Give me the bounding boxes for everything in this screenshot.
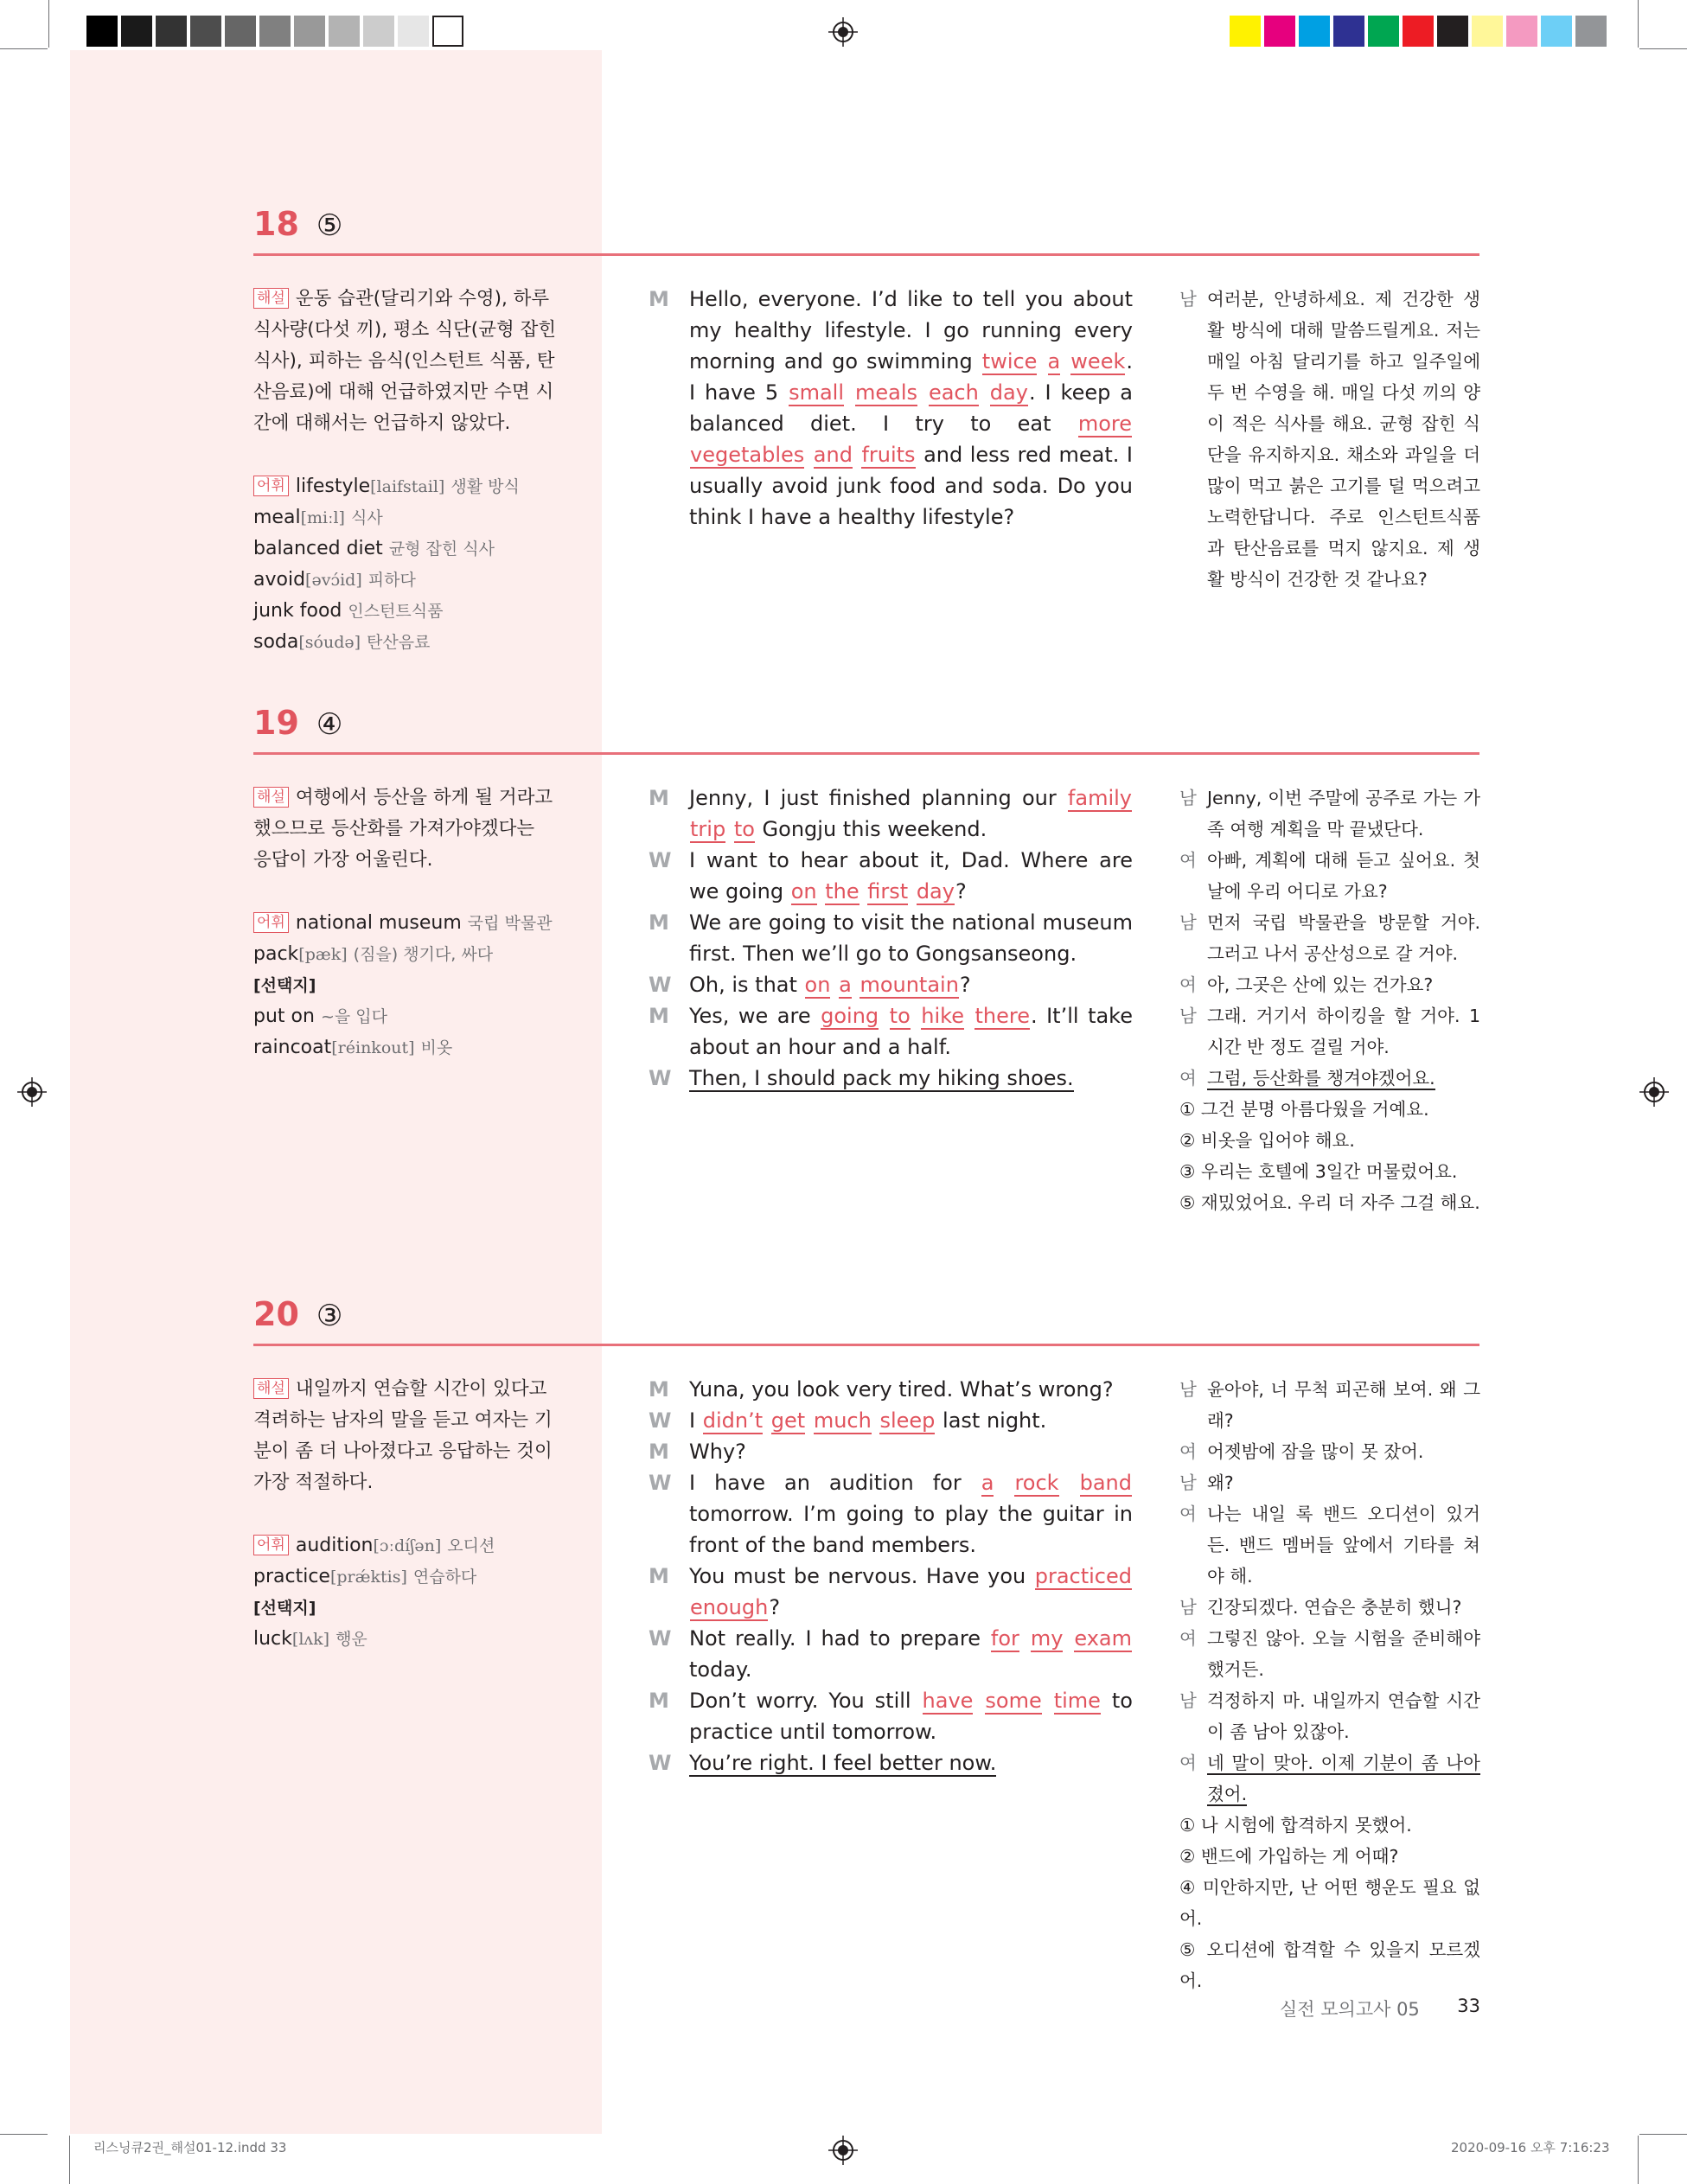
- vocab-meaning: 피하다: [367, 571, 416, 590]
- crop-mark: [48, 0, 49, 48]
- script-line: [649, 1561, 1133, 1623]
- vocab-word: raincoat: [253, 1037, 332, 1058]
- gray-swatch: [432, 16, 463, 47]
- vocab-phonetic: [əvɔ́id]: [305, 571, 362, 590]
- translation-text: 먼저 국립 박물관을 방문할 거야. 그러고 나서 공산성으로 갈 거야.: [1207, 912, 1480, 964]
- vocab-word: meal: [253, 507, 301, 528]
- color-swatch: [1264, 16, 1295, 47]
- explanation-text: 운동 습관(달리기와 수영), 하루 식사량(다섯 끼), 평소 식단(균형 잡힌 식사), 피하는 음식(인스턴트 식품, 탄산음료)에 대해 언급하였지만 수면 시간에 대해서는 언급하지 않았다.: [253, 288, 557, 434]
- answer-mark: ④: [316, 707, 343, 742]
- speaker-label: W: [649, 1066, 672, 1090]
- question-heading-20: [253, 1295, 342, 1335]
- explanation-20: [253, 1374, 558, 1498]
- gray-swatch: [225, 16, 256, 47]
- vocab-word: pack: [253, 943, 299, 965]
- speaker-label: M: [649, 1377, 669, 1402]
- color-swatch: [1437, 16, 1468, 47]
- script-19: [649, 782, 1133, 1094]
- vocab-item: [253, 1561, 582, 1593]
- translation-line: [1179, 907, 1480, 969]
- gray-swatch: [156, 16, 187, 47]
- script-line: [649, 1747, 1133, 1778]
- speaker-label: M: [649, 1564, 669, 1588]
- translation-text: 어젯밤에 잠을 많이 못 잤어.: [1207, 1441, 1424, 1462]
- speaker-label: 남: [1179, 1472, 1197, 1493]
- answer-option: ⑤ 오디션에 합격할 수 있을지 모르겠어.: [1179, 1939, 1480, 1991]
- section-divider: [253, 1344, 1479, 1346]
- blank-answer-word: my: [1030, 1626, 1064, 1651]
- speaker-label: 여: [1179, 1504, 1197, 1524]
- translation-text: 윤아야, 너 무척 피곤해 보여. 왜 그래?: [1207, 1379, 1480, 1431]
- color-swatch: [1575, 16, 1607, 47]
- color-swatch: [1541, 16, 1572, 47]
- script-text: last night.: [936, 1408, 1047, 1433]
- translation-line: [1179, 1374, 1480, 1436]
- speaker-label: W: [649, 1408, 672, 1433]
- blank-answer-word: rock: [1014, 1471, 1059, 1495]
- vocab-phonetic: [ɔːdíʃən]: [373, 1536, 442, 1555]
- vocab-meaning: 행운: [335, 1630, 367, 1649]
- vocab-item: [296, 476, 520, 497]
- speaker-label: M: [649, 1689, 669, 1713]
- vocab-meaning: 인스턴트식품: [348, 602, 444, 621]
- speaker-label: 남: [1179, 289, 1197, 310]
- vocab-word: audition: [295, 1535, 374, 1556]
- translation-line: 남 여러분, 안녕하세요. 제 건강한 생활 방식에 대해 말씀드릴게요. 저는 매일 아침 달리기를 하고 일주일에 두 번 수영을 해. 매일 다섯 끼의 양이 적은 식사를 해요. 균형 잡힌 식단을 유지하지요. 채소와 과일을 더 많이 먹고 붉은 고기를 덜 먹으려고 노력한답니다. 주로 인스턴트식품과 탄산음료를 먹지 않지요. 제 생활 방식이 건강한 것 같나요?: [1179, 284, 1480, 595]
- blank-answer-word: twice: [981, 349, 1038, 374]
- speaker-label: 여: [1179, 974, 1197, 995]
- translation-text: 그렇진 않아. 오늘 시험을 준비해야 했거든.: [1207, 1628, 1480, 1680]
- translation-line: [1179, 1592, 1480, 1623]
- translation-line: [1179, 1467, 1480, 1498]
- script-text: Jenny, I just finished planning our: [689, 786, 1067, 810]
- script-line: [649, 782, 1133, 845]
- vocab-item: [253, 1624, 582, 1655]
- script-text: I want to hear about it, Dad. Where are we going: [689, 848, 1133, 904]
- question-number: 19: [253, 704, 299, 742]
- vocab-phonetic: [lʌk]: [291, 1630, 330, 1649]
- speaker-label: 여: [1179, 850, 1197, 871]
- script-text: Oh, is that: [689, 973, 804, 997]
- blank-answer-word: to: [733, 817, 755, 841]
- vocab-word: luck: [253, 1628, 292, 1650]
- answer-option: ⑤ 재밌었어요. 우리 더 자주 그걸 해요.: [1179, 1192, 1480, 1213]
- script-line: [649, 1000, 1133, 1063]
- crop-mark: [1638, 0, 1639, 48]
- print-slug-file: 리스닝큐2권_해설01-12.indd 33: [93, 2140, 287, 2155]
- vocab-word: balanced diet: [253, 538, 383, 559]
- speaker-label: 남: [1179, 1379, 1197, 1400]
- translation-line: [1179, 1623, 1480, 1685]
- vocab-word: soda: [253, 631, 299, 653]
- speaker-label: M: [649, 786, 669, 810]
- answer-sentence: Then, I should pack my hiking shoes.: [689, 1066, 1074, 1090]
- script-text: Gongju this weekend.: [755, 817, 987, 841]
- gray-swatch: [363, 16, 394, 47]
- script-line: [649, 1623, 1133, 1685]
- vocab-item: [253, 1001, 582, 1032]
- question-heading-19: [253, 704, 342, 744]
- vocab-meaning: 국립 박물관: [467, 914, 553, 933]
- script-text: ?: [955, 879, 967, 904]
- translation-18: [1179, 284, 1480, 595]
- blank-answer-word: small: [789, 380, 845, 405]
- script-text: ?: [769, 1595, 781, 1619]
- translation-line: [1179, 1685, 1480, 1747]
- answer-option: ① 나 시험에 합격하지 못했어.: [1179, 1815, 1412, 1836]
- page-footer: [1280, 1996, 1480, 2021]
- speaker-label: 여: [1179, 1441, 1197, 1462]
- speaker-label: M: [649, 1004, 669, 1028]
- script-20: [649, 1374, 1133, 1778]
- blank-answer-word: have: [922, 1689, 974, 1713]
- script-line: M Hello, everyone. I’d like to tell you about my healthy lifestyle. I go running every morning and go swimming twice a week. I have 5 small meals each day. I keep a balanced diet. I try to eat more vegetables and fruits and less red meat. I usually avoid junk food and soda. Do you think I have a healthy lifestyle?: [649, 284, 1133, 533]
- blank-answer-word: a: [981, 1471, 994, 1495]
- speaker-label: M: [649, 287, 669, 311]
- vocab-meaning: 탄산음료: [367, 633, 431, 652]
- script-18: [649, 284, 1133, 533]
- script-line: [649, 1467, 1133, 1561]
- page-number: 33: [1457, 1996, 1480, 2016]
- answer-option: ② 비옷을 입어야 해요.: [1179, 1130, 1355, 1151]
- vocab-word: put on: [253, 1006, 315, 1027]
- vocab-phonetic: [prǽktis]: [329, 1568, 407, 1587]
- blank-answer-word: on: [790, 879, 817, 904]
- blank-answer-word: band: [1079, 1471, 1132, 1495]
- translation-text: 나는 내일 록 밴드 오디션이 있거든. 밴드 멤버들 앞에서 기타를 쳐야 해.: [1207, 1504, 1480, 1587]
- speaker-label: W: [649, 1626, 672, 1651]
- script-line: [649, 1685, 1133, 1747]
- answer-option: ③ 우리는 호텔에 3일간 머물렀어요.: [1179, 1161, 1458, 1182]
- blank-answer-word: vegetables: [690, 443, 805, 467]
- blank-answer-word: a: [839, 973, 852, 997]
- translation-line: [1179, 1063, 1480, 1094]
- crop-mark: [1639, 2134, 1687, 2135]
- translation-line: [1179, 969, 1480, 1000]
- section-divider: [253, 752, 1479, 755]
- vocab-list-20: [253, 1530, 582, 1655]
- crop-mark: [1639, 48, 1687, 49]
- gray-swatch: [259, 16, 291, 47]
- script-line: [649, 907, 1133, 969]
- blank-answer-word: get: [770, 1408, 806, 1433]
- blank-answer-word: going: [821, 1004, 879, 1028]
- answer-mark: ⑤: [316, 208, 343, 243]
- translation-20: [1179, 1374, 1480, 1996]
- speaker-label: W: [649, 848, 672, 872]
- color-swatch: [1333, 16, 1364, 47]
- gray-swatch: [398, 16, 429, 47]
- vocab-word: avoid: [253, 569, 306, 591]
- script-text: I: [689, 1408, 702, 1433]
- vocab-word: junk food: [253, 600, 342, 622]
- registration-mark-icon: [828, 17, 858, 47]
- answer-option: ① 그건 분명 아름다웠을 거예요.: [1179, 1099, 1429, 1120]
- print-slug-date: 2020-09-16 오후 7:16:23: [1451, 2140, 1610, 2155]
- translation-line: [1179, 1498, 1480, 1592]
- blank-answer-word: enough: [690, 1595, 769, 1619]
- speaker-label: 남: [1179, 1690, 1197, 1711]
- color-swatch: [1230, 16, 1261, 47]
- blank-answer-word: and: [813, 443, 853, 467]
- script-text: Not really. I had to prepare: [689, 1626, 990, 1651]
- blank-answer-word: time: [1053, 1689, 1101, 1713]
- crop-mark: [69, 2136, 70, 2184]
- script-line: [649, 1436, 1133, 1467]
- gray-swatch: [190, 16, 221, 47]
- translation-text: 그래. 거기서 하이킹을 할 거야. 1시간 반 정도 걸릴 거야.: [1207, 1006, 1480, 1057]
- color-swatch: [1368, 16, 1399, 47]
- explanation-tag: 해설: [253, 1378, 289, 1399]
- speaker-label: W: [649, 973, 672, 997]
- vocab-word: practice: [253, 1566, 330, 1587]
- blank-answer-word: family: [1067, 786, 1132, 810]
- registration-mark-icon: [828, 2136, 858, 2165]
- color-swatch: [1506, 16, 1537, 47]
- vocab-phonetic: [sóudə]: [298, 633, 361, 652]
- blank-answer-word: on: [804, 973, 831, 997]
- translation-text: 아빠, 계획에 대해 듣고 싶어요. 첫날에 우리 어디로 가요?: [1207, 850, 1480, 902]
- script-text: I have an audition for: [689, 1471, 981, 1495]
- answer-mark: ③: [316, 1299, 343, 1333]
- answer-sentence: You’re right. I feel better now.: [689, 1751, 997, 1775]
- vocab-phonetic: [pæk]: [298, 945, 348, 964]
- script-text: today.: [689, 1657, 752, 1682]
- script-line: [649, 845, 1133, 907]
- vocab-meaning: ~을 입다: [320, 1007, 387, 1026]
- blank-answer-word: each: [928, 380, 979, 405]
- translation-text: 긴장되겠다. 연습은 충분히 했니?: [1207, 1597, 1462, 1618]
- question-number: 18: [253, 205, 299, 243]
- speaker-label: 남: [1179, 788, 1197, 808]
- blank-answer-word: mountain: [859, 973, 959, 997]
- blank-answer-word: some: [985, 1689, 1042, 1713]
- crop-mark: [0, 2134, 48, 2135]
- translation-text: Jenny, 이번 주말에 공주로 가는 가족 여행 계획을 막 끝냈단다.: [1207, 788, 1480, 840]
- vocab-item: [253, 533, 582, 565]
- translation-text: 아, 그곳은 산에 있는 건가요?: [1207, 974, 1434, 995]
- question-heading-18: [253, 205, 342, 245]
- vocab-word: national museum: [295, 912, 462, 934]
- script-text: We are going to visit the national museum first. Then we’ll go to Gongsanseong.: [689, 910, 1133, 966]
- vocab-meaning: (짐을) 챙기다, 싸다: [353, 945, 494, 964]
- question-number: 20: [253, 1295, 299, 1333]
- section-divider: [253, 253, 1479, 256]
- crop-mark: [1638, 2136, 1639, 2184]
- gray-swatch: [121, 16, 152, 47]
- vocab-item: [296, 1535, 495, 1556]
- vocab-item: [253, 596, 582, 627]
- blank-answer-word: exam: [1074, 1626, 1132, 1651]
- explanation-tag: 해설: [253, 288, 289, 309]
- script-text: ?: [959, 973, 971, 997]
- blank-answer-word: didn’t: [702, 1408, 764, 1433]
- vocab-list-18: [253, 471, 582, 658]
- script-text: . It’ll take about an hour and a half.: [689, 1004, 1133, 1059]
- choices-label: [선택지]: [253, 1599, 316, 1618]
- translation-19: [1179, 782, 1480, 1218]
- speaker-label: M: [649, 910, 669, 935]
- blank-answer-word: practiced: [1034, 1564, 1132, 1588]
- answer-sentence: 그럼, 등산화를 챙겨야겠어요.: [1207, 1068, 1435, 1089]
- explanation-text: 여행에서 등산을 하게 될 거라고 했으므로 등산화를 가져가야겠다는 응답이 가장 어울린다.: [253, 787, 553, 871]
- script-text: Yes, we are: [689, 1004, 821, 1028]
- vocab-phonetic: [réinkout]: [331, 1038, 415, 1057]
- blank-answer-word: first: [867, 879, 909, 904]
- vocab-item: [253, 939, 582, 970]
- translation-text: 걱정하지 마. 내일까지 연습할 시간이 좀 남아 있잖아.: [1207, 1690, 1480, 1742]
- speaker-label: 여: [1179, 1753, 1197, 1773]
- answer-option: ② 밴드에 가입하는 게 어때?: [1179, 1846, 1399, 1867]
- vocab-word: lifestyle: [295, 476, 371, 497]
- script-line: [649, 1063, 1133, 1094]
- blank-answer-word: a: [1047, 349, 1061, 374]
- explanation-text: 내일까지 연습할 시간이 있다고 격려하는 남자의 말을 듣고 여자는 기분이 좀 더 나아졌다고 응답하는 것이 가장 적절하다.: [253, 1378, 553, 1493]
- translation-line: [1179, 782, 1480, 845]
- blank-answer-word: fruits: [861, 443, 916, 467]
- blank-answer-word: day: [989, 380, 1028, 405]
- script-text: Why?: [689, 1440, 746, 1464]
- script-text: You must be nervous. Have you: [689, 1564, 1034, 1588]
- vocab-item: [253, 502, 582, 533]
- script-text: tomorrow. I’m going to play the guitar in front of the band members.: [689, 1502, 1133, 1557]
- translation-line: [1179, 1000, 1480, 1063]
- speaker-label: 남: [1179, 912, 1197, 933]
- vocab-phonetic: [laifstail]: [370, 477, 445, 496]
- blank-answer-word: day: [916, 879, 955, 904]
- blank-answer-word: to: [889, 1004, 911, 1028]
- vocab-meaning: 비옷: [420, 1038, 453, 1057]
- script-text: Don’t worry. You still: [689, 1689, 922, 1713]
- answer-sentence: 네 말이 맞아. 이제 기분이 좀 나아졌어.: [1207, 1753, 1480, 1804]
- crop-mark: [0, 48, 48, 49]
- gray-swatch: [294, 16, 325, 47]
- blank-answer-word: there: [974, 1004, 1030, 1028]
- speaker-label: 남: [1179, 1006, 1197, 1026]
- choices-label: [선택지]: [253, 976, 316, 995]
- section-title: 실전 모의고사 05: [1280, 1999, 1420, 2020]
- blank-answer-word: for: [990, 1626, 1019, 1651]
- blank-answer-word: trip: [690, 817, 726, 841]
- speaker-label: 남: [1179, 1597, 1197, 1618]
- vocab-item: [253, 1032, 582, 1063]
- vocab-list-19: [253, 908, 582, 1063]
- blank-answer-word: the: [825, 879, 859, 904]
- blank-answer-word: week: [1070, 349, 1126, 374]
- blank-answer-word: meals: [854, 380, 917, 405]
- blank-answer-word: more: [1077, 412, 1132, 436]
- vocab-meaning: 균형 잡힌 식사: [388, 540, 495, 559]
- translation-line: [1179, 845, 1480, 907]
- translation-line: [1179, 1436, 1480, 1467]
- blank-answer-word: much: [813, 1408, 872, 1433]
- blank-answer-word: hike: [921, 1004, 964, 1028]
- translation-text: 왜?: [1207, 1472, 1234, 1493]
- vocab-meaning: 연습하다: [412, 1568, 477, 1587]
- script-line: [649, 969, 1133, 1000]
- answer-option: ④ 미안하지만, 난 어떤 행운도 필요 없어.: [1179, 1877, 1480, 1929]
- speaker-label: 여: [1179, 1068, 1197, 1089]
- vocab-tag: 어휘: [253, 912, 289, 933]
- speaker-label: W: [649, 1751, 672, 1775]
- explanation-tag: 해설: [253, 787, 289, 808]
- vocab-meaning: 생활 방식: [451, 477, 520, 496]
- vocab-item: [253, 627, 582, 658]
- gray-swatch: [329, 16, 360, 47]
- explanation-18: [253, 284, 558, 439]
- explanation-19: [253, 782, 558, 876]
- script-line: [649, 1374, 1133, 1405]
- vocab-tag: 어휘: [253, 476, 289, 496]
- color-swatch: [1472, 16, 1503, 47]
- script-line: [649, 1405, 1133, 1436]
- script-text: to practice until tomorrow.: [689, 1689, 1133, 1744]
- registration-mark-icon: [1639, 1077, 1669, 1107]
- gray-swatch: [86, 16, 118, 47]
- translation-line: [1179, 1747, 1480, 1810]
- speaker-label: W: [649, 1471, 672, 1495]
- vocab-phonetic: [miːl]: [300, 508, 345, 527]
- vocab-meaning: 식사: [350, 508, 383, 527]
- registration-mark-icon: [17, 1077, 47, 1107]
- color-swatch: [1403, 16, 1434, 47]
- color-swatch: [1299, 16, 1330, 47]
- speaker-label: M: [649, 1440, 669, 1464]
- blank-answer-word: sleep: [879, 1408, 936, 1433]
- vocab-item: [296, 912, 553, 934]
- script-text: Yuna, you look very tired. What’s wrong?: [689, 1377, 1114, 1402]
- vocab-item: [253, 565, 582, 596]
- vocab-tag: 어휘: [253, 1535, 289, 1555]
- vocab-meaning: 오디션: [447, 1536, 495, 1555]
- speaker-label: 여: [1179, 1628, 1197, 1649]
